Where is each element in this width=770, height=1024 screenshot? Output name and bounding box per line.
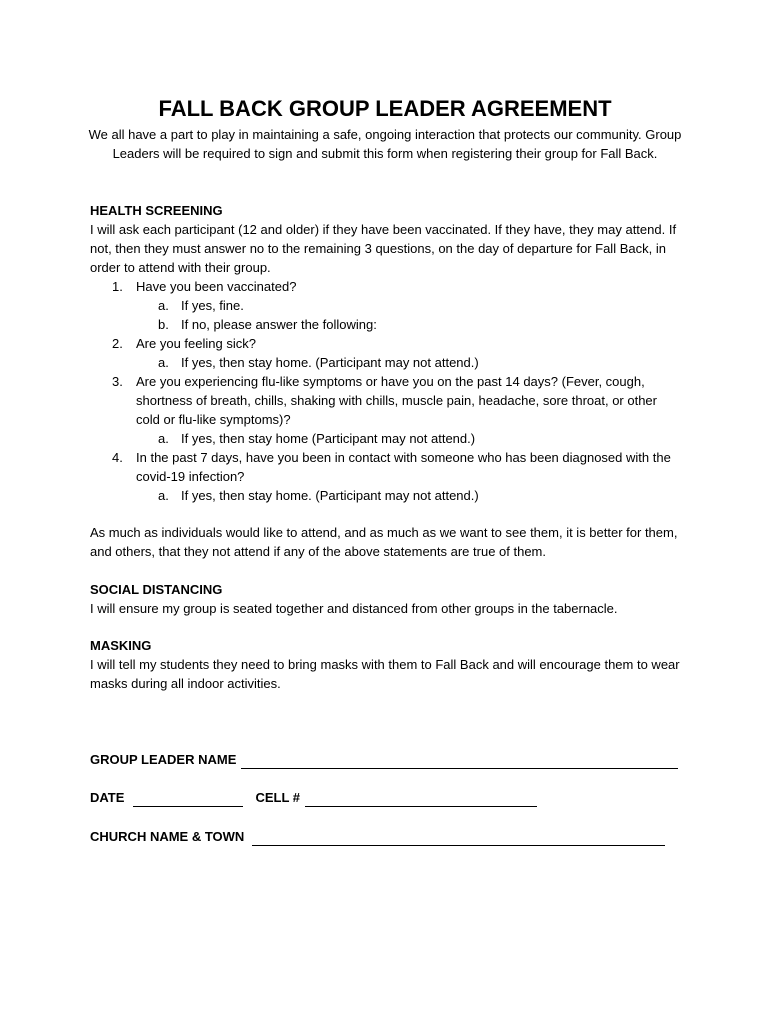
answer-item [90, 486, 682, 505]
question-text: Have you been vaccinated? [136, 279, 297, 294]
health-screening-section [90, 201, 682, 505]
answer-item [90, 353, 682, 372]
question-item [90, 334, 682, 372]
closing-paragraph-block [90, 523, 682, 561]
church-name-row [90, 827, 665, 846]
answer-list [136, 296, 682, 334]
answer-letter: b. [158, 317, 169, 332]
answer-item [90, 296, 682, 315]
question-number: 4. [112, 450, 123, 465]
question-item [90, 372, 682, 448]
question-number: 1. [112, 279, 123, 294]
social-distancing-text: I will ensure my group is seated together and distanced from other groups in the tabernacle. [90, 601, 618, 616]
question-number: 2. [112, 336, 123, 351]
answer-list [136, 486, 682, 505]
date-cell-row [90, 788, 537, 807]
answer-text: If yes, then stay home. (Participant may not attend.) [181, 488, 479, 503]
question-item [90, 448, 682, 505]
health-screening-heading: HEALTH SCREENING [90, 203, 223, 218]
question-text: In the past 7 days, have you been in contact with someone who has been diagnosed with the covid-19 infection? [136, 450, 671, 484]
masking-text: I will tell my students they need to bring masks with them to Fall Back and will encourage them to wear masks during all indoor activities. [90, 657, 680, 691]
answer-letter: a. [158, 355, 169, 370]
question-list [90, 277, 682, 505]
question-item [90, 277, 682, 334]
date-field[interactable] [133, 791, 243, 807]
masking-heading: MASKING [90, 638, 152, 653]
answer-item [90, 315, 682, 334]
cell-field[interactable] [305, 791, 537, 807]
answer-text: If yes, fine. [181, 298, 244, 313]
answer-text: If yes, then stay home (Participant may not attend.) [181, 431, 476, 446]
church-name-field[interactable] [252, 830, 665, 846]
answer-letter: a. [158, 488, 169, 503]
answer-text: If no, please answer the following: [181, 317, 377, 332]
intro-paragraph: We all have a part to play in maintaining a safe, ongoing interaction that protects our community. Group Leaders will be required to sign and submit this form when registering their group for Fall Back. [88, 127, 682, 161]
date-label: DATE [90, 790, 125, 805]
social-distancing-heading: SOCIAL DISTANCING [90, 582, 223, 597]
group-leader-name-label: GROUP LEADER NAME [90, 752, 237, 767]
question-text: Are you feeling sick? [136, 336, 256, 351]
answer-letter: a. [158, 431, 169, 446]
answer-letter: a. [158, 298, 169, 313]
church-name-label: CHURCH NAME & TOWN [90, 829, 245, 844]
masking-section [90, 636, 682, 693]
health-screening-text: I will ask each participant (12 and older) if they have been vaccinated. If they have, they may attend. If not, then they must answer no to the remaining 3 questions, on the day of departure for Fall Back, in order to attend with their group. [90, 222, 677, 275]
group-leader-name-row [90, 750, 678, 769]
group-leader-name-field[interactable] [241, 753, 678, 769]
document-title: FALL BACK GROUP LEADER AGREEMENT [158, 96, 612, 121]
social-distancing-section [90, 580, 682, 618]
cell-label: CELL # [255, 790, 300, 805]
answer-list [136, 429, 682, 448]
answer-item [90, 429, 682, 448]
answer-list [136, 353, 682, 372]
question-text: Are you experiencing flu-like symptoms or have you on the past 14 days? (Fever, cough, shortness of breath, chills, shaking with chills, muscle pain, headache, sore throat, or other cold or flu-like symptoms)? [136, 374, 657, 427]
closing-paragraph: As much as individuals would like to attend, and as much as we want to see them, it is better for them, and others, that they not attend if any of the above statements are true of them. [90, 525, 678, 559]
answer-text: If yes, then stay home. (Participant may not attend.) [181, 355, 479, 370]
question-number: 3. [112, 374, 123, 389]
